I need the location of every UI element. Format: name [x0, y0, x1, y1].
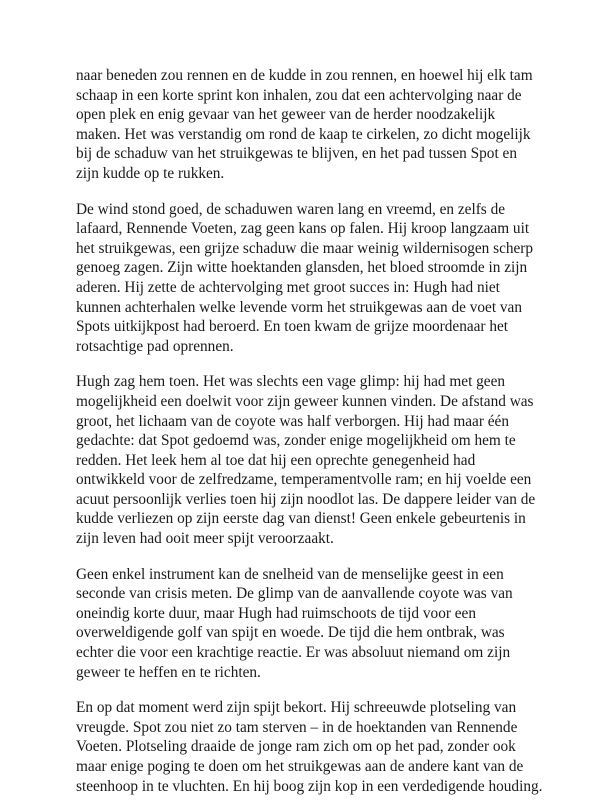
- text-line: seconde van crisis meten. De glimp van de aanvallende coyote was van: [76, 585, 513, 603]
- text-line: En op dat moment werd zijn spijt bekort. Hij schreeuwde plotseling van: [76, 699, 517, 717]
- text-line: geweer te heffen en te richten.: [76, 663, 261, 681]
- paragraph-1: [76, 66, 533, 184]
- text-line: Geen enkel instrument kan de snelheid van de menselijke geest in een: [76, 565, 504, 583]
- text-line: genoeg zagen. Zijn witte hoektanden glansden, het bloed stroomde in zijn: [76, 259, 528, 277]
- text-line: kunnen achterhalen welke levende vorm het struikgewas aan de voet van: [76, 298, 522, 316]
- text-line: zijn leven had ooit meer spijt veroorzaakt.: [76, 530, 334, 548]
- text-line: De wind stond goed, de schaduwen waren lang en vreemd, en zelfs de: [76, 200, 506, 218]
- paragraph-5: [76, 698, 543, 796]
- text-line: open plek en enig gevaar van het geweer van de herder noodzakelijk: [76, 106, 496, 124]
- paragraph-4: [76, 565, 528, 683]
- text-line: Voeten. Plotseling draaide de jonge ram zich om op het pad, zonder ook: [76, 738, 516, 756]
- text-line: overweldigende golf van spijt en woede. De tijd die hem ontbrak, was: [76, 624, 505, 642]
- text-line: steenhoop in te vluchten. En hij boog zijn kop in een verdedigende houding.: [76, 777, 543, 795]
- text-line: naar beneden zou rennen en de kudde in zou rennen, en hoewel hij elk tam: [76, 67, 533, 84]
- text-line: lafaard, Rennende Voeten, zag geen kans op falen. Hij kroop langzaam uit: [76, 220, 530, 238]
- text-line: echter die voor een krachtige reactie. Er was absoluut niemand om zijn: [76, 644, 511, 662]
- text-line: Hugh zag hem toen. Het was slechts een vage glimp: hij had met geen: [76, 373, 506, 391]
- body-text: [76, 66, 543, 812]
- text-line: aderen. Hij zette de achtervolging met groot succes in: Hugh had niet: [76, 278, 500, 296]
- text-line: rotsachtige pad oprennen.: [76, 337, 234, 355]
- text-line: mogelijkheid een doelwit voor zijn geweer kunnen vinden. De afstand was: [76, 392, 534, 410]
- text-line: schaap in een korte sprint kon inhalen, zou dat een achtervolging naar de: [76, 86, 522, 104]
- paragraph-3: [76, 372, 536, 548]
- text-line: Spots uitkijkpost had beroerd. En toen kwam de grijze moordenaar het: [76, 318, 509, 336]
- text-line: groot, het lichaam van de coyote was half verborgen. Hij had maar één: [76, 412, 509, 430]
- text-line: kudde verliezen op zijn eerste dag van dienst! Geen enkele gebeurtenis in: [76, 510, 526, 528]
- text-line: het struikgewas, een grijze schaduw die maar weinig wildernisogen scherp: [76, 239, 534, 257]
- text-line: maken. Het was verstandig om rond de kaap te cirkelen, zo dicht mogelijk: [76, 125, 531, 143]
- text-line: redden. Het leek hem al toe dat hij een oprechte genegenheid had: [76, 451, 476, 469]
- paragraph-2: [76, 200, 534, 357]
- text-line: bij de schaduw van het struikgewas te blijven, en het pad tussen Spot en: [76, 145, 517, 163]
- text-line: ontwikkeld voor de zelfredzame, temperamentvolle ram; en hij voelde een: [76, 471, 532, 489]
- text-line: gedachte: dat Spot gedoemd was, zonder enige mogelijkheid om hem te: [76, 432, 516, 450]
- text-line: maar enige poging te doen om het struikgewas aan de andere kant van de: [76, 758, 524, 775]
- text-line: oneindig korte duur, maar Hugh had ruimschoots de tijd voor een: [76, 604, 476, 622]
- text-line: vreugde. Spot zou niet zo tam sterven – in de hoektanden van Rennende: [76, 718, 518, 736]
- text-line: zijn kudde op te rukken.: [76, 164, 225, 182]
- text-line: acuut persoonlijk verlies toen hij zijn noodlot las. De dappere leider van de: [76, 490, 536, 508]
